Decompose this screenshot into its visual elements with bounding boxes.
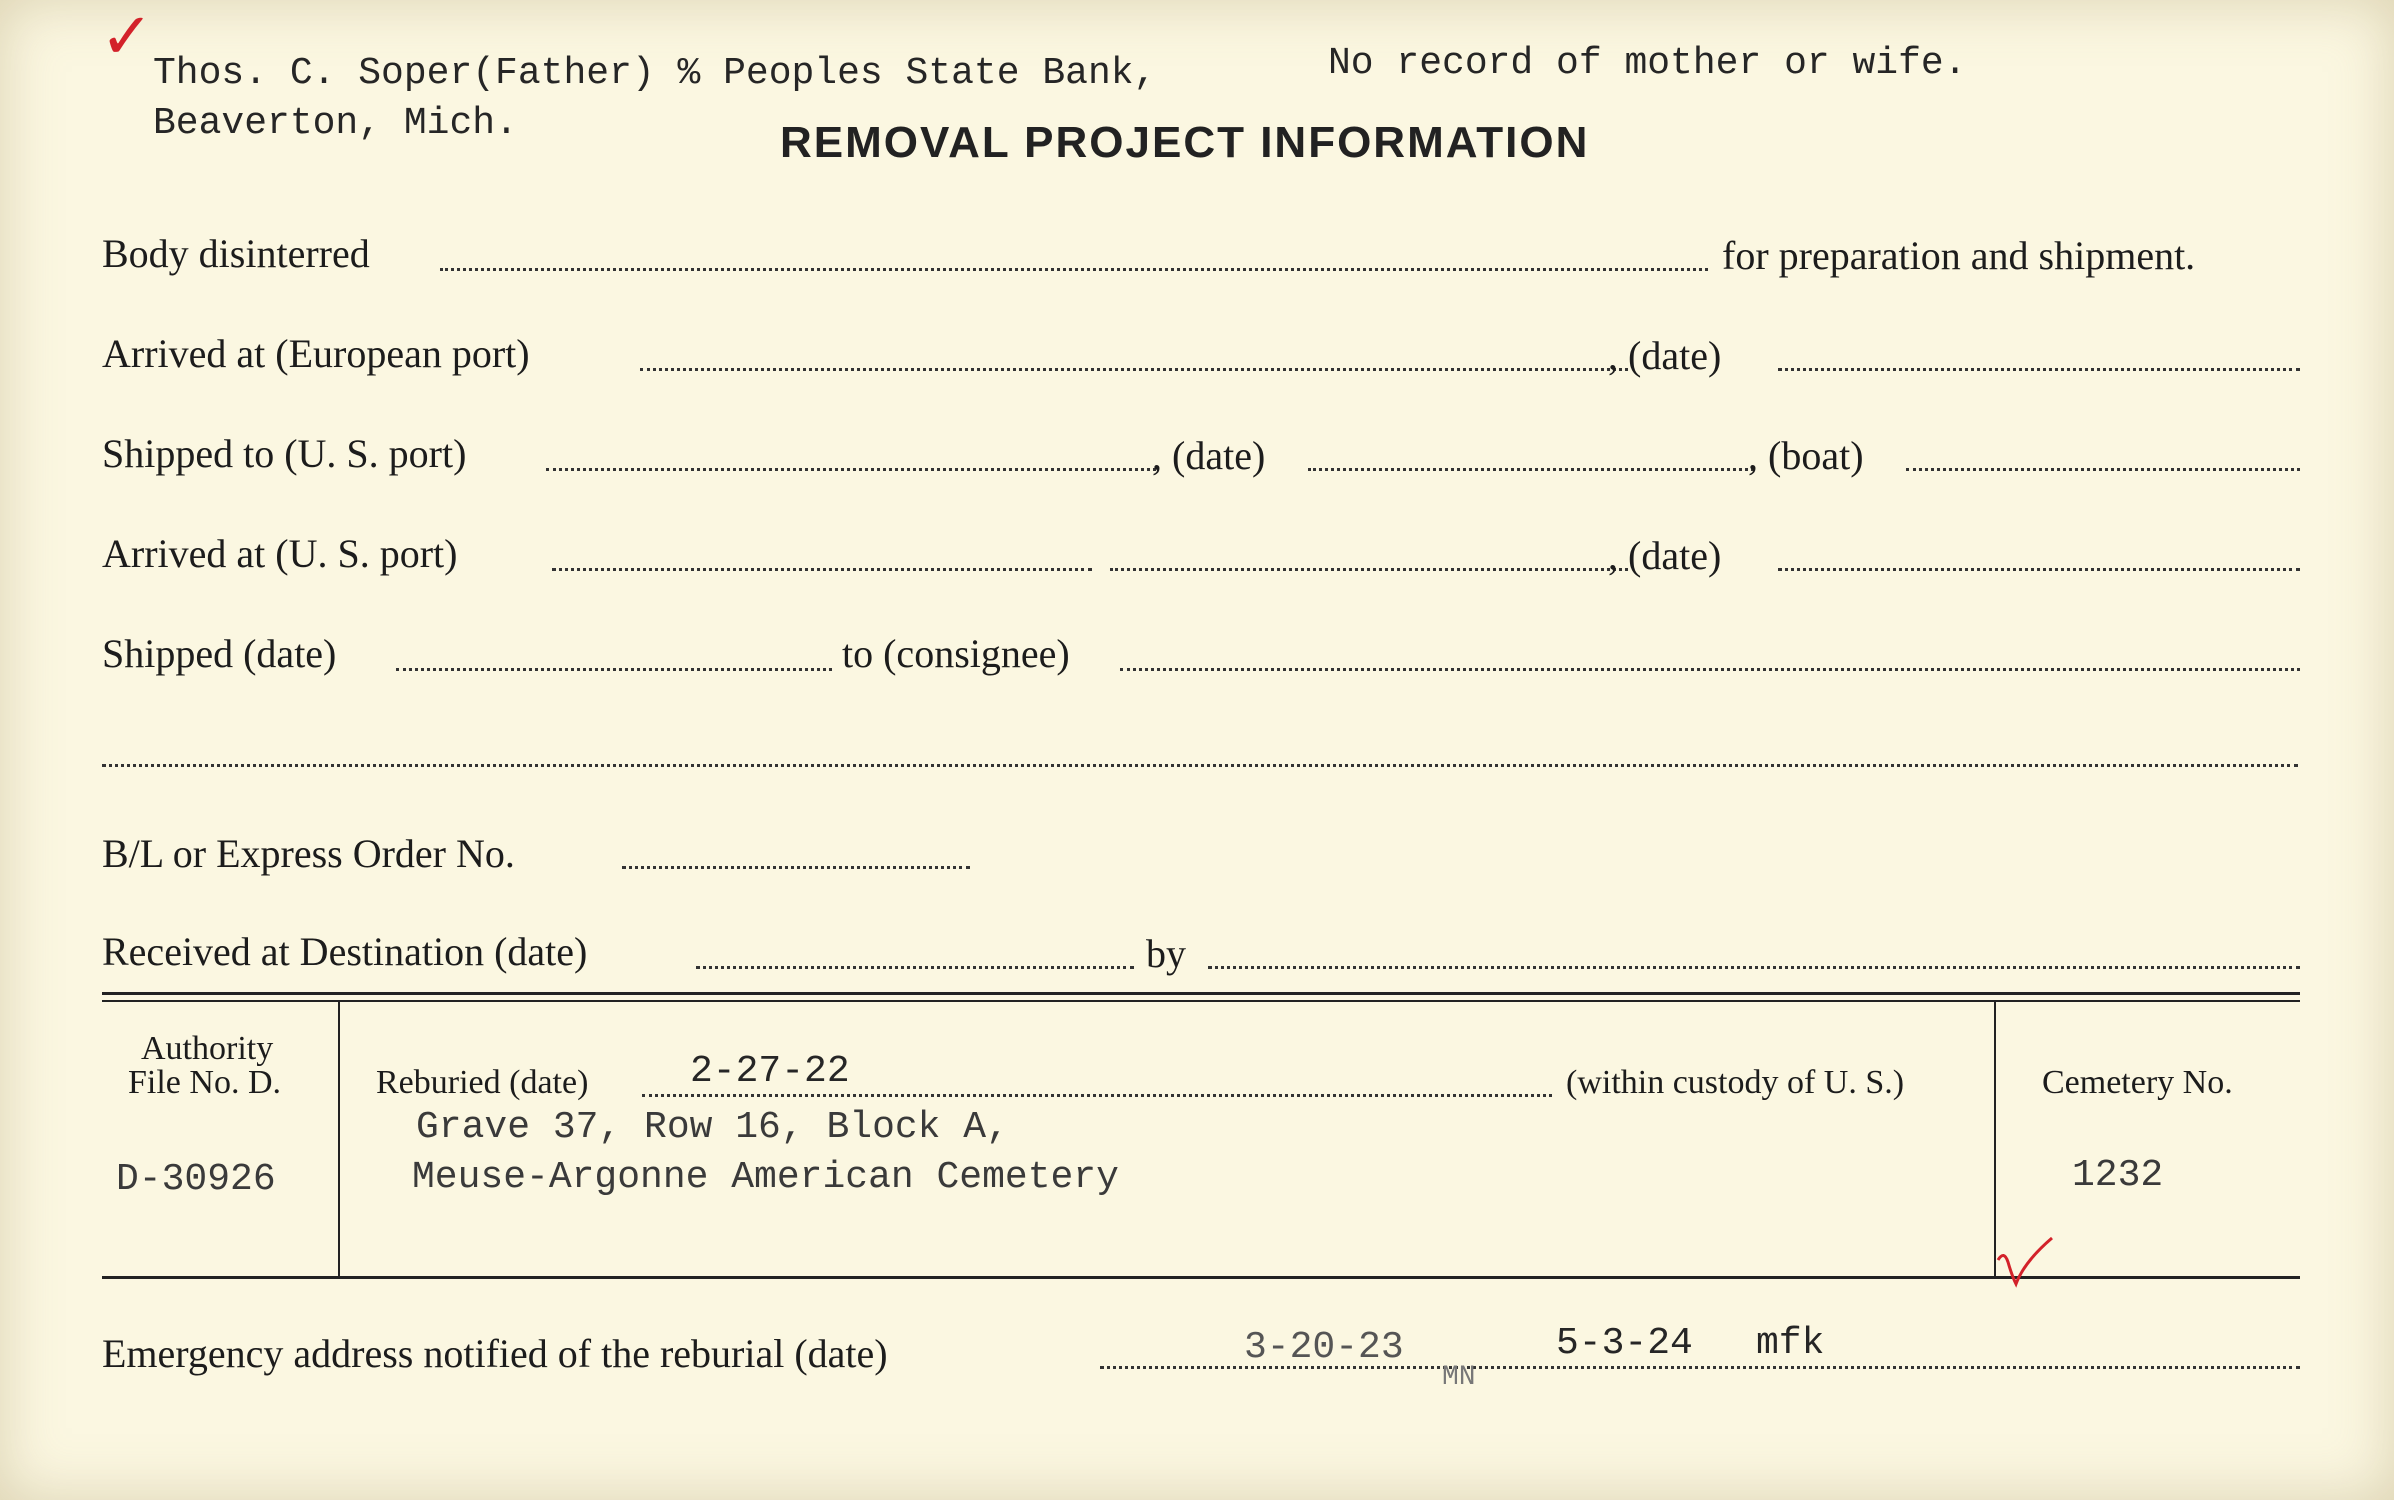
arrived-european-date-label: , (date) (1608, 333, 1722, 378)
arrived-us-date-line (1778, 568, 2300, 571)
initials-1: MN (1442, 1362, 1476, 1393)
check-mark-icon: ✓ (100, 0, 154, 74)
received-line (696, 966, 1134, 969)
reburied-label: Reburied (date) (376, 1064, 589, 1101)
file-no-label: File No. D. (128, 1064, 281, 1101)
arrived-european-date-line (1778, 368, 2300, 371)
table-divider-left (338, 1002, 340, 1276)
card-title: REMOVAL PROJECT INFORMATION (780, 118, 1590, 167)
shipped-date-label: Shipped (date) (102, 631, 337, 676)
boat-label: , (boat) (1748, 433, 1864, 478)
consignee-line (1120, 668, 2300, 671)
bl-label: B/L or Express Order No. (102, 831, 515, 876)
cemetery-no-label: Cemetery No. (2042, 1064, 2233, 1101)
shipped-to-line (546, 468, 1156, 471)
cemetery-number: 1232 (2072, 1154, 2164, 1197)
address-line-2: Beaverton, Mich. (153, 102, 518, 145)
custody-label: (within custody of U. S.) (1566, 1064, 1905, 1101)
reburied-date: 2-27-22 (690, 1050, 850, 1093)
grave-line-2: Meuse-Argonne American Cemetery (412, 1156, 1119, 1199)
consignee-label: to (consignee) (842, 631, 1070, 676)
by-label: by (1146, 931, 1186, 976)
received-label: Received at Destination (date) (102, 929, 588, 974)
shipped-date-line (396, 668, 832, 671)
shipped-to-date-line (1308, 468, 1754, 471)
authority-label: Authority (141, 1030, 274, 1067)
emergency-label: Emergency address notified of the reburial (date) (102, 1331, 888, 1376)
grave-line-1: Grave 37, Row 16, Block A, (416, 1106, 1009, 1149)
arrived-us-date-label: , (date) (1608, 533, 1722, 578)
body-disinterred-label: Body disinterred (102, 231, 370, 276)
notified-date-2: 5-3-24 (1556, 1322, 1693, 1365)
reburied-line (642, 1094, 1552, 1097)
file-number: D-30926 (116, 1158, 276, 1201)
red-tick-icon (1994, 1232, 2064, 1292)
arrived-us-label: Arrived at (U. S. port) (102, 531, 458, 576)
notified-date-1: 3-20-23 (1244, 1326, 1404, 1369)
arrived-european-label: Arrived at (European port) (102, 331, 530, 376)
shipped-to-date-label: , (date) (1152, 433, 1266, 478)
body-disinterred-line (440, 268, 1708, 271)
family-note: No record of mother or wife. (1328, 42, 1967, 85)
blank-line (102, 764, 2298, 767)
body-disinterred-suffix: for preparation and shipment. (1722, 233, 2196, 278)
shipped-to-label: Shipped to (U. S. port) (102, 431, 467, 476)
arrived-us-line-b (1110, 568, 1628, 571)
table-bottom-rule (102, 1276, 2300, 1279)
arrived-us-line-a (552, 568, 1092, 571)
boat-line (1906, 468, 2300, 471)
address-line-1: Thos. C. Soper(Father) % Peoples State Bank, (153, 52, 1157, 95)
initials-2: mfk (1756, 1322, 1825, 1365)
by-line (1208, 966, 2300, 969)
table-top-rule (102, 992, 2300, 995)
arrived-european-line (640, 368, 1628, 371)
bl-line (622, 866, 970, 869)
table-top-rule-2 (102, 1000, 2300, 1002)
